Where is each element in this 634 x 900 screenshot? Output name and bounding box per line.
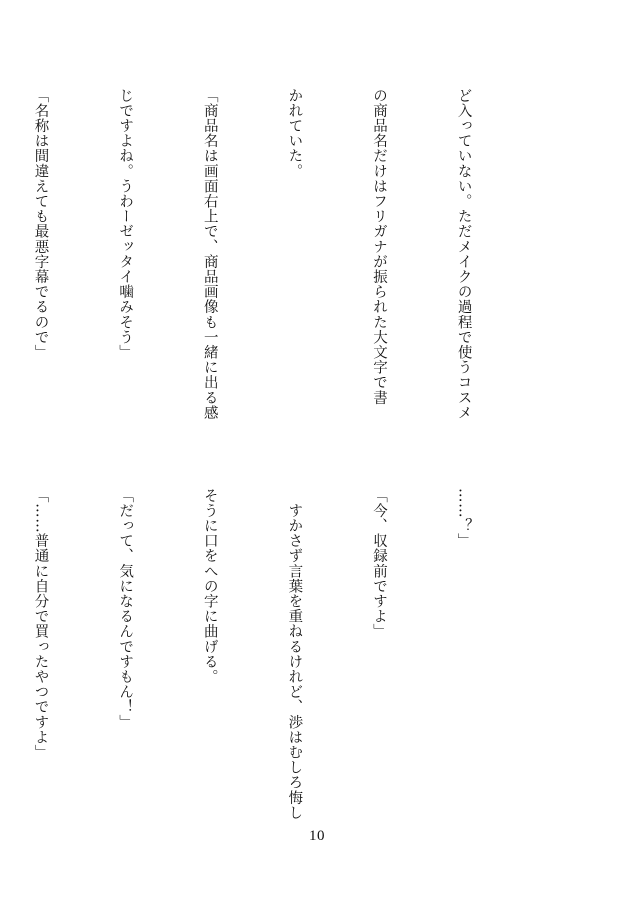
text-line: 「今、収録前ですよ」: [370, 488, 387, 639]
text-line: かれていた。: [286, 88, 303, 179]
text-line: ……？」: [455, 488, 472, 549]
text-line: そうに口をへの字に曲げる。: [201, 488, 218, 685]
text-line: 「……普通に自分で買ったやつですよ」: [32, 488, 49, 760]
text-line: すかさず言葉を重ねるけれど、渉はむしろ悔し: [286, 488, 303, 821]
top-text-block: [32, 88, 534, 428]
text-line: の商品名だけはフリガナが振られた大文字で書: [370, 88, 387, 406]
text-line: じですよね。うわーゼッタイ噛みそう」: [117, 88, 134, 360]
text-line: 「だって、気になるんですもん！」: [117, 488, 134, 730]
bottom-text-block: [32, 488, 534, 828]
text-line: ど入っていない。ただメイクの過程で使うコスメ: [455, 88, 472, 421]
text-line: 「名称は間違えても最悪字幕でるので」: [32, 88, 49, 360]
text-line: 「商品名は画面右上で、商品画像も一緒に出る感: [201, 88, 218, 421]
page-number: 10: [309, 828, 325, 844]
